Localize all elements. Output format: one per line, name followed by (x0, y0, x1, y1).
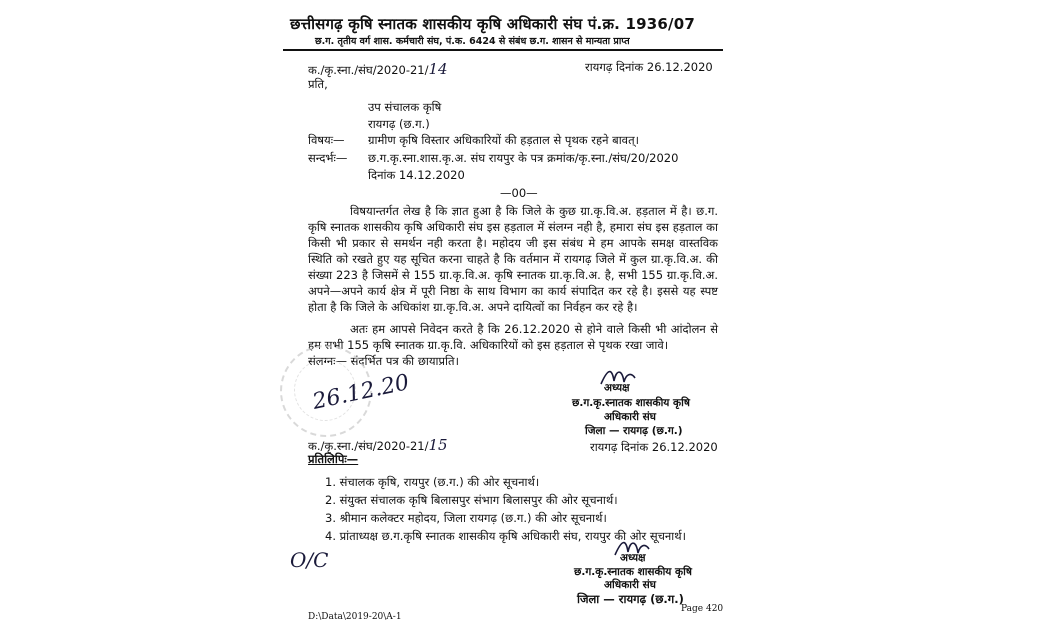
signature-1-role: अध्यक्ष (604, 382, 630, 394)
enclosure-note: संलग्नः— संदर्भित पत्र की छायाप्रति। (308, 354, 459, 368)
reference-number-label: क./कृ.स्ना./संघ/2020-21/ (308, 63, 429, 77)
letterhead-subtitle: छ.ग. तृतीय वर्ग शास. कर्मचारी संघ, पं.क. 6424 से संबंध छ.ग. शासन से मान्यता प्राप्त (315, 36, 630, 47)
copy-label: प्रतिलिपिः— (308, 452, 359, 466)
footer-file-path: D:\Data\2019-20\A-1 (308, 612, 402, 622)
footer-page-number: Page 420 (681, 604, 724, 614)
signature-1-org-line-1: छ.ग.कृ.स्नातक शासकीय कृषि (572, 397, 690, 409)
prati-label: प्रति, (308, 77, 328, 91)
reference-number-handwritten: 14 (428, 60, 448, 78)
letterhead-title: छत्तीसगढ़ कृषि स्नातक शासकीय कृषि अधिकारी संघ पं.क्र. 1936/07 (290, 15, 696, 33)
body-paragraph-1: विषयान्तर्गत लेख है कि ज्ञात हुआ है कि जिले के कुछ ग्रा.कृ.वि.अ. हड़ताल में है। छ.ग. कृषि स्नातक शासकीय कृषि अधिकारी संघ इस हड़ताल में संलग्न नही है, हमारा संघ इस हड़ताल का किसी भी प्रकार से समर्थन नही करता है। महोदय जी इस संबंध मे हम आपके समक्ष वास्तविक स्थिति को रखते हुए यह सूचित करना चाहते है कि वर्तमान में रायगढ़ जिले में कुल ग्रा.कृ.वि.अ. की संख्या 223 है जिसमें से 155 ग्रा.कृ.वि.अ. कृषि स्नातक ग्रा.कृ.वि.अ. है, सभी 155 ग्रा.कृ.वि.अ. अपने—अपने कार्य क्षेत्र में पूरी निष्ठा के साथ विभाग का कार्य संपादित कर रहे है। इससे यह स्पष्ट होता है कि जिले के अधिकांश ग्रा.कृ.वि.अ. अपने दायित्वों का निर्वहन कर रहे है। (308, 204, 718, 314)
signature-2-role: अध्यक्ष (620, 552, 646, 564)
signature-1-date: रायगढ़ दिनांक 26.12.2020 (590, 440, 718, 454)
signature-1-org-line-2: अधिकारी संघ (604, 411, 656, 423)
separator: —00— (500, 186, 538, 200)
letterhead-rule (283, 49, 723, 51)
copy-item-2: 2. संयुक्त संचालक कृषि बिलासपुर संभाग बिलासपुर की ओर सूचनार्थ। (325, 493, 618, 507)
recipient-line-2: रायगढ़ (छ.ग.) (368, 117, 430, 131)
letter-date: रायगढ़ दिनांक 26.12.2020 (585, 60, 713, 74)
copy-item-1: 1. संचालक कृषि, रायपुर (छ.ग.) की ओर सूचनार्थ। (325, 475, 540, 489)
recipient-line-1: उप संचालक कृषि (368, 100, 442, 114)
margin-note-oc: O/C (290, 548, 329, 572)
subject-text: ग्रामीण कृषि विस्तार अधिकारियों की हड़ताल से पृथक रहने बावत्। (368, 133, 639, 147)
signature-2-org-line-2: अधिकारी संघ (604, 579, 656, 591)
body-paragraph-2: अतः हम आपसे निवेदन करते है कि 26.12.2020 से होने वाले किसी भी आंदोलन से हम सभी 155 कृषि स्नातक ग्रा.कृ.वि. अधिकारियों को इस हड़ताल से पृथक रखा जावे। (308, 322, 718, 352)
copy-item-4: 4. प्रांताध्यक्ष छ.ग.कृषि स्नातक शासकीय कृषि अधिकारी संघ, रायपुर की ओर सूचनार्थ। (325, 529, 686, 543)
reference-number (308, 60, 448, 78)
reference-line-1: छ.ग.कृ.स्ना.शास.कृ.अ. संघ रायपुर के पत्र क्रमांक/कृ.स्ना./संघ/20/2020 (368, 151, 679, 165)
reference-label: सन्दर्भः— (308, 151, 348, 165)
subject-label: विषयः— (308, 133, 345, 147)
copy-reference-number-handwritten: 15 (428, 436, 448, 454)
signature-2-org-line-1: छ.ग.कृ.स्नातक शासकीय कृषि (574, 566, 692, 578)
signature-2-district: जिला — रायगढ़ (छ.ग.) (577, 592, 684, 606)
copy-item-3: 3. श्रीमान कलेक्टर महोदय, जिला रायगढ़ (छ.ग.) की ओर सूचनार्थ। (325, 511, 607, 525)
handwritten-date: 26.12.20 (310, 370, 412, 415)
copy-reference-number-label: क./कृ.स्ना./संघ/2020-21/ (308, 439, 429, 453)
signature-1-district: जिला — रायगढ़ (छ.ग.) (585, 425, 683, 437)
reference-line-2: दिनांक 14.12.2020 (368, 168, 465, 182)
